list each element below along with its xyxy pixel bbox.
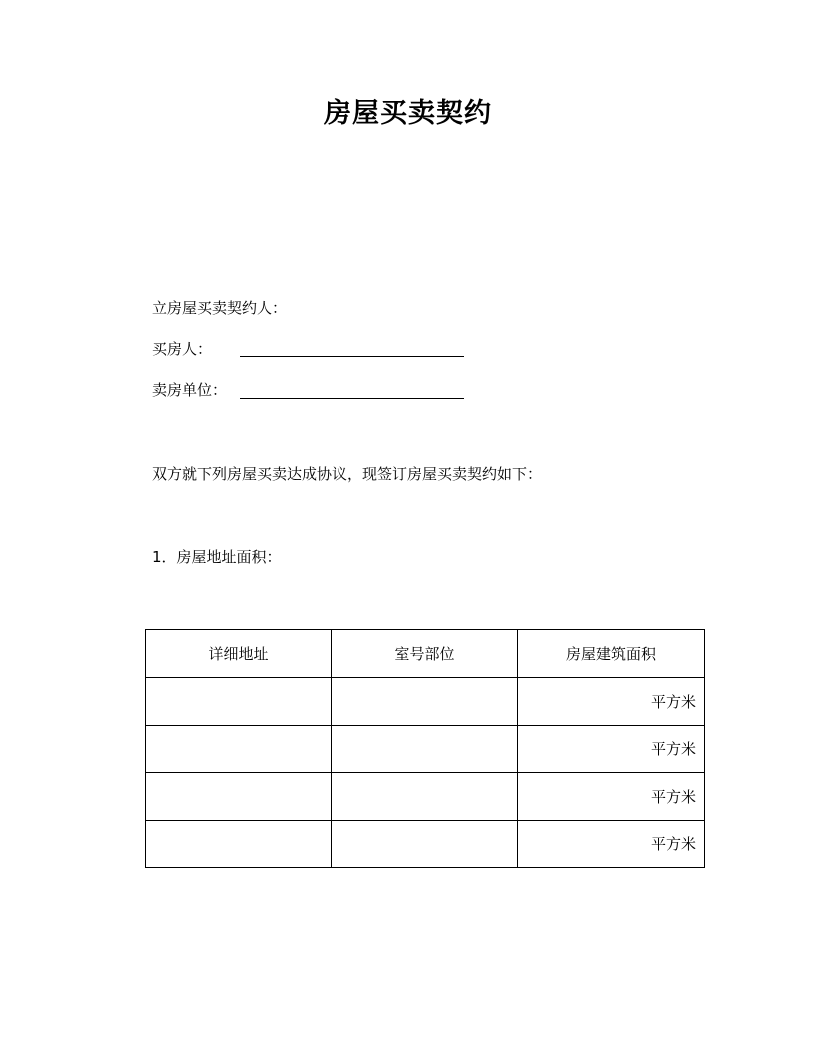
room-cell[interactable] (332, 820, 518, 868)
area-cell[interactable]: 平方米 (518, 773, 705, 821)
table-row (146, 678, 705, 726)
room-cell[interactable] (332, 678, 518, 726)
room-cell[interactable] (332, 773, 518, 821)
table-row (146, 820, 705, 868)
table-row (146, 725, 705, 773)
parties-label: 立房屋买卖契约人： (152, 299, 288, 317)
area-cell[interactable]: 平方米 (518, 678, 705, 726)
header-address: 详细地址 (146, 630, 332, 678)
address-cell[interactable] (146, 773, 332, 821)
section-1-heading: 1．房屋地址面积： (152, 548, 282, 566)
buyer-label: 买房人： (152, 340, 213, 358)
address-cell[interactable] (146, 820, 332, 868)
house-area-table (145, 629, 705, 868)
seller-label: 卖房单位： (152, 381, 228, 399)
room-cell[interactable] (332, 725, 518, 773)
agreement-text: 双方就下列房屋买卖达成协议，现签订房屋买卖契约如下： (152, 465, 543, 483)
header-area: 房屋建筑面积 (518, 630, 705, 678)
area-cell[interactable]: 平方米 (518, 820, 705, 868)
address-cell[interactable] (146, 725, 332, 773)
buyer-blank-line[interactable] (240, 356, 464, 357)
table-row (146, 773, 705, 821)
address-cell[interactable] (146, 678, 332, 726)
document-title: 房屋买卖契约 (324, 98, 492, 129)
table-header-row (146, 630, 705, 678)
header-room: 室号部位 (332, 630, 518, 678)
seller-blank-line[interactable] (240, 398, 464, 399)
area-cell[interactable]: 平方米 (518, 725, 705, 773)
